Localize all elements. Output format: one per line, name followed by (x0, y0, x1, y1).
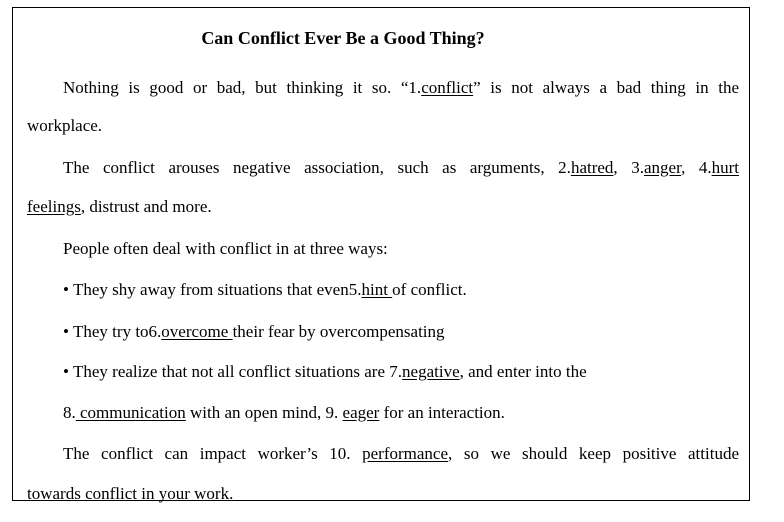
bullet-item-1: • They shy away from situations that even5.hint of conflict. (63, 280, 467, 299)
blank-3: anger (643, 158, 682, 177)
blank-5: hint (361, 280, 393, 299)
document-title: Can Conflict Ever Be a Good Thing? (201, 28, 485, 48)
blank-10: performance (362, 444, 449, 463)
numbered-line-8: 8. communication with an open mind, 9. eager for an interaction. (63, 403, 505, 422)
paragraph-3: People often deal with conflict in at three ways: (63, 239, 388, 258)
blank-9: eager (342, 403, 380, 422)
document-frame (12, 7, 750, 501)
bullet-item-3: • They realize that not all conflict situations are 7.negative, and enter into the (63, 362, 587, 381)
blank-2: hatred (570, 158, 614, 177)
blank-7: negative (402, 362, 460, 381)
paragraph-2-line-2: feelings, distrust and more. (27, 197, 212, 216)
blank-8: communication (75, 403, 186, 422)
blank-4-part-2: feelings (27, 197, 81, 216)
paragraph-1-line-2: workplace. (27, 116, 103, 135)
last-paragraph-line-2: towards conflict in your work. (27, 484, 234, 503)
bullet-icon: • (63, 322, 69, 341)
paragraph-1-line-1: Nothing is good or bad, but thinking it so. “1.conflict” is not always a bad thing in the (63, 78, 739, 97)
last-paragraph-line-1: The conflict can impact worker’s 10. performance, so we should keep positive attitude (63, 444, 739, 463)
paragraph-2-line-1: The conflict arouses negative association, such as arguments, 2.hatred, 3.anger, 4.hurt (63, 158, 740, 177)
blank-4-part-1: hurt (711, 158, 740, 177)
blank-6: overcome (161, 322, 233, 341)
bullet-item-2: • They try to6.overcome their fear by overcompensating (63, 322, 445, 341)
blank-1: conflict (421, 78, 474, 97)
bullet-icon: • (63, 280, 69, 299)
bullet-icon: • (63, 362, 69, 381)
